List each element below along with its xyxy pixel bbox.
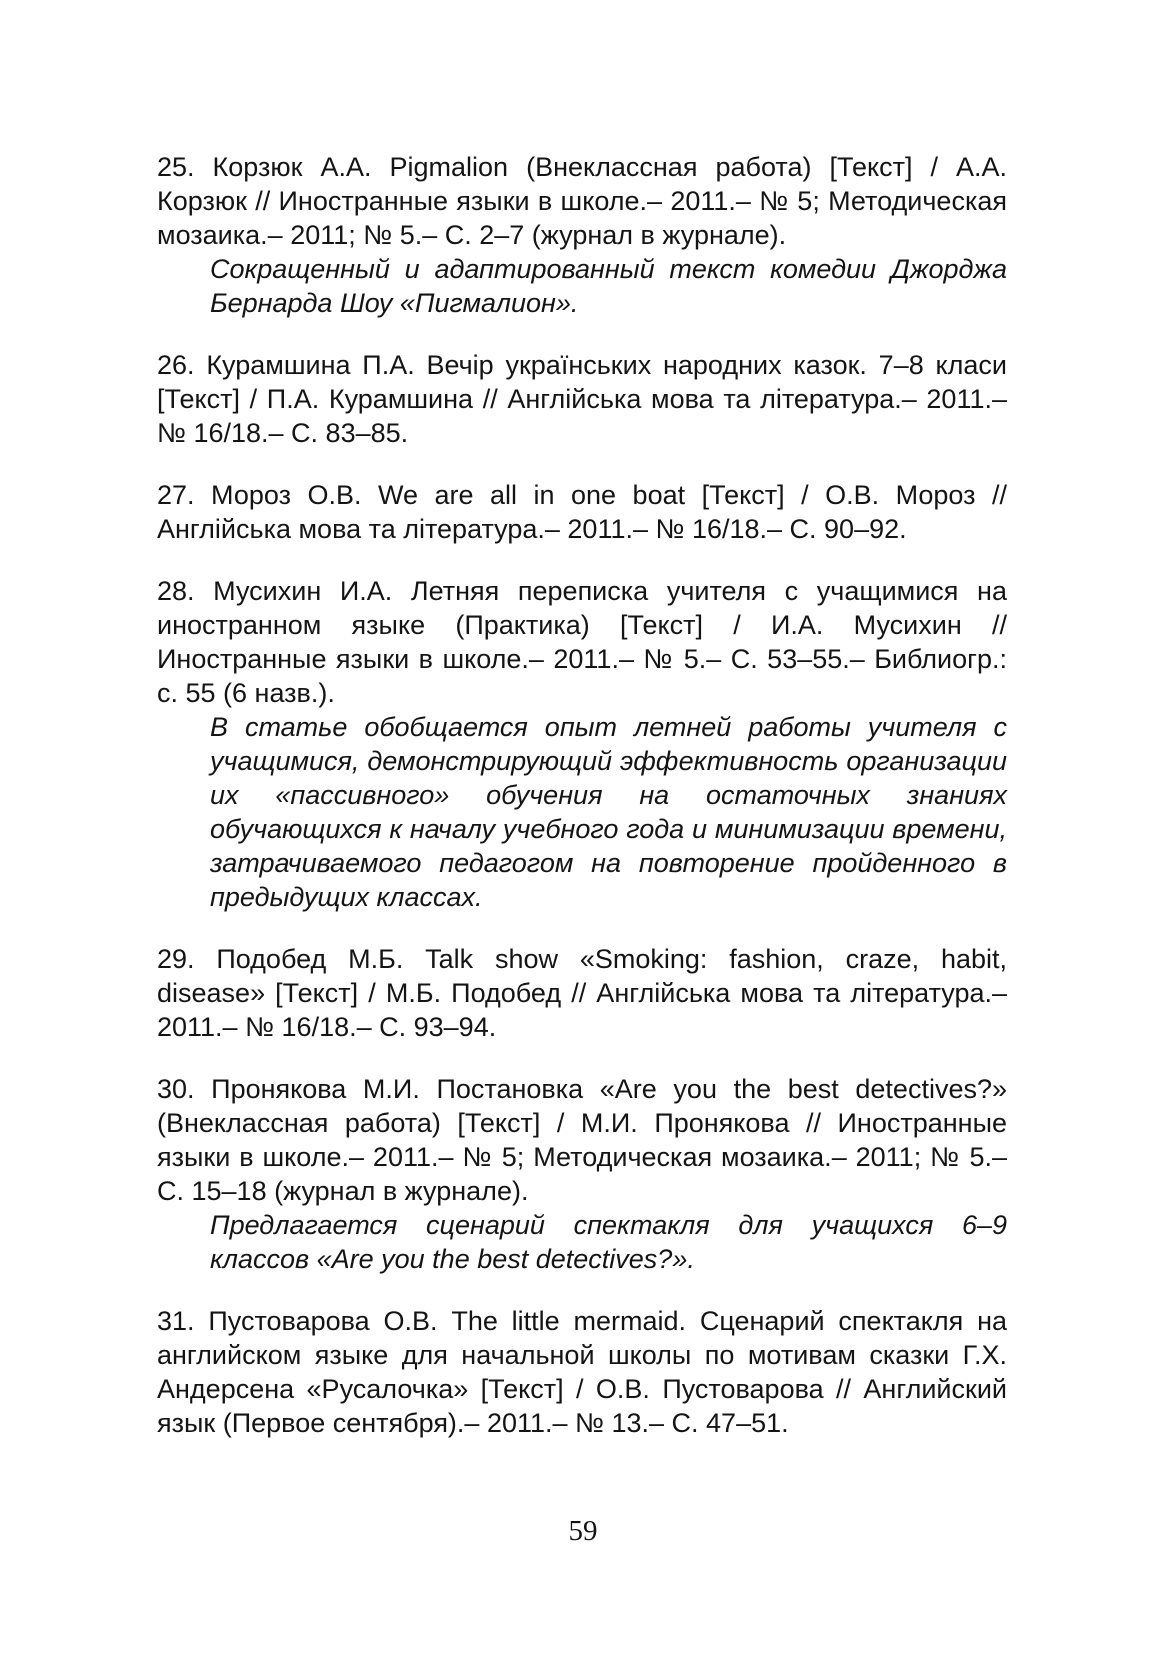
entry-citation: 31. Пустоварова О.В. The little mermaid. Сценарий спектакля на английском языке для начальной школы по мотивам сказки Г.Х. Андерсена «Русалочка» [Текст] / О.В. Пустоварова // Английский язык (Первое сентября).– 2011.– № 13.– С. 47–51. [157, 1306, 1007, 1438]
bibliography-entry-27 [157, 478, 1007, 546]
entry-annotation: Предлагается сценарий спектакля для учащихся 6–9 классов «Are you the best detectives?». [210, 1210, 1007, 1274]
entry-citation: 26. Курамшина П.А. Вечір українських народних казок. 7–8 класи [Текст] / П.А. Курамшина // Англійська мова та література.– 2011.– № 16/18.– С. 83–85. [157, 350, 1007, 448]
bibliography-entry-25 [157, 150, 1007, 320]
entry-citation: 28. Мусихин И.А. Летняя переписка учителя с учащимися на иностранном языке (Практика) [Текст] / И.А. Мусихин // Иностранные языки в школе.– 2011.– № 5.– С. 53–55.– Библиогр.: с. 55 (6 назв.). [157, 576, 1007, 708]
entry-annotation: В статье обобщается опыт летней работы учителя с учащимися, демонстрирующий эффективность организации их «пассивного» обучения на остаточных знаниях обучающихся к началу учебного года и минимизации времени, затрачиваемого педагогом на повторение пройденного в предыдущих классах. [210, 712, 1007, 912]
entry-annotation: Сокращенный и адаптированный текст комедии Джорджа Бернарда Шоу «Пигмалион». [210, 254, 1007, 318]
bibliography-entry-28 [157, 574, 1007, 914]
entry-citation: 25. Корзюк А.А. Pigmalion (Внеклассная работа) [Текст] / А.А. Корзюк // Иностранные языки в школе.– 2011.– № 5; Методическая мозаика.– 2011; № 5.– С. 2–7 (журнал в журнале). [157, 152, 1007, 250]
bibliography-entry-30 [157, 1072, 1007, 1276]
bibliography-entry-26 [157, 348, 1007, 450]
bibliography-list [157, 150, 1007, 1468]
entry-citation: 29. Подобед М.Б. Talk show «Smoking: fashion, craze, habit, disease» [Текст] / М.Б. Подобед // Англійська мова та література.– 2011.– № 16/18.– С. 93–94. [157, 944, 1007, 1042]
page-number: 59 [568, 1515, 598, 1547]
entry-citation: 27. Мороз О.В. We are all in one boat [Текст] / О.В. Мороз // Англійська мова та література.– 2011.– № 16/18.– С. 90–92. [157, 480, 1007, 544]
entry-citation: 30. Пронякова М.И. Постановка «Are you the best detectives?» (Внеклассная работа) [Текст] / М.И. Пронякова // Иностранные языки в школе.– 2011.– № 5; Методическая мозаика.– 2011; № 5.– С. 15–18 (журнал в журнале). [157, 1074, 1007, 1206]
bibliography-entry-29 [157, 942, 1007, 1044]
bibliography-entry-31 [157, 1304, 1007, 1440]
